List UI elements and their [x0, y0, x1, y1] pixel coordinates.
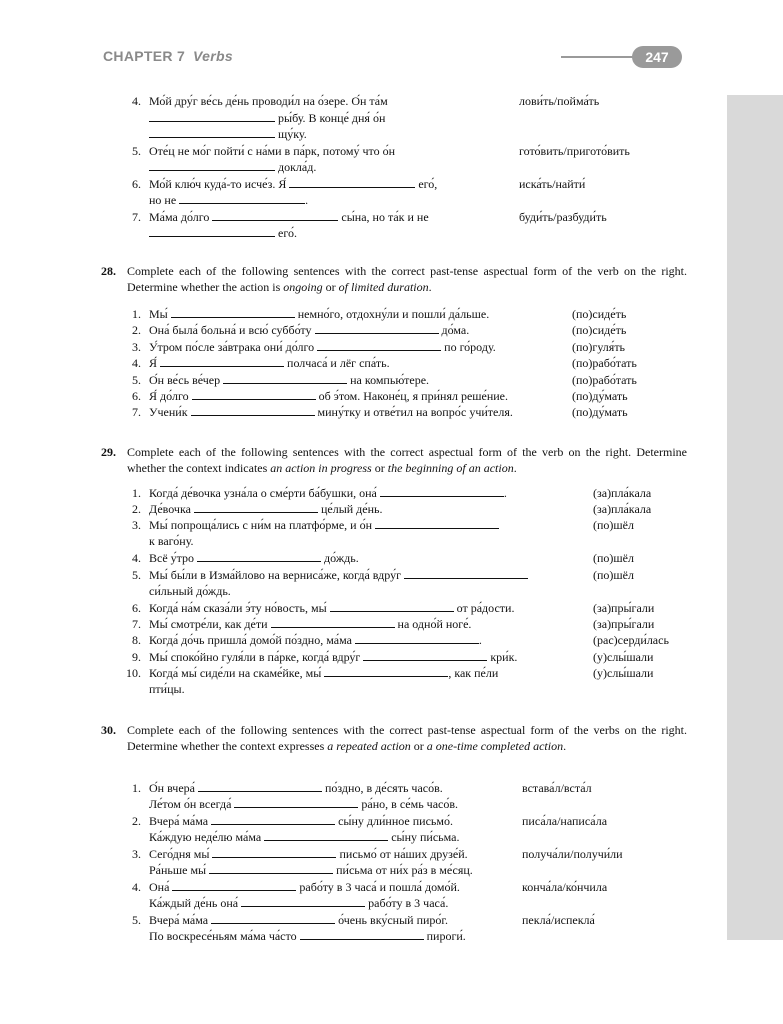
- verb-hint: (по)рабо́тать: [572, 373, 637, 387]
- verb-hint: (за)пры́гали: [593, 601, 655, 615]
- answer-blank[interactable]: [149, 159, 275, 171]
- answer-blank[interactable]: [191, 404, 315, 416]
- verb-hint: (за)пла́кала: [593, 486, 652, 500]
- item-text: Когда́ на́м сказа́ли э́ту но́вость, мы́: [149, 601, 327, 615]
- verb-hint: (у)слы́шали: [593, 650, 654, 664]
- item-sentence: [149, 846, 468, 862]
- list-item-line: [149, 895, 448, 911]
- answer-blank[interactable]: [211, 813, 335, 825]
- verb-hint: писа́ла/написа́ла: [522, 814, 608, 828]
- item-number: 3.: [132, 518, 141, 532]
- item-number: 1.: [132, 781, 141, 795]
- item-sentence: [149, 404, 513, 420]
- item-text: на компью́тере.: [350, 373, 430, 387]
- item-number: 2.: [132, 502, 141, 516]
- page-margin-tab: [727, 95, 783, 940]
- item-sentence: [149, 550, 359, 566]
- answer-blank[interactable]: [172, 879, 296, 891]
- item-sentence: [149, 813, 453, 829]
- item-sentence: [149, 485, 507, 501]
- answer-blank[interactable]: [149, 225, 275, 237]
- answer-blank[interactable]: [209, 862, 333, 874]
- item-number: 4.: [132, 356, 141, 370]
- item-text: Ка́ждый де́нь она́: [149, 896, 239, 910]
- verb-hint: (по)гуля́ть: [572, 340, 626, 354]
- item-text: О́н вчера́: [149, 781, 195, 795]
- item-sentence: [149, 879, 460, 895]
- answer-blank[interactable]: [223, 372, 347, 384]
- item-sentence: [149, 372, 429, 388]
- item-number: 5.: [132, 373, 141, 387]
- item-number: 5.: [132, 913, 141, 927]
- running-header: [103, 48, 233, 70]
- verb-hint: (по)рабо́тать: [572, 356, 637, 370]
- item-text: мину́тку и отве́тил на вопро́с учи́теля.: [317, 405, 513, 419]
- exercise-number: 28.: [101, 264, 116, 278]
- item-text: Учени́к: [149, 405, 188, 419]
- item-text: об э́том. Наконе́ц, я при́нял реше́ние.: [318, 389, 509, 403]
- item-text: пи́сьма от ни́х ра́з в ме́сяц.: [336, 863, 473, 877]
- item-number: 2.: [132, 814, 141, 828]
- item-text: до́ма.: [441, 323, 470, 337]
- answer-blank[interactable]: [179, 192, 305, 204]
- item-text: до́ждь.: [324, 551, 359, 565]
- list-item-line: [149, 583, 231, 599]
- answer-blank[interactable]: [149, 110, 275, 122]
- answer-blank[interactable]: [404, 567, 528, 579]
- verb-hint: (за)пры́гали: [593, 617, 655, 631]
- answer-blank[interactable]: [315, 322, 439, 334]
- item-sentence: [149, 632, 482, 648]
- answer-blank[interactable]: [149, 126, 275, 138]
- answer-blank[interactable]: [212, 209, 338, 221]
- item-number: 7.: [132, 617, 141, 631]
- item-text: Ле́том о́н всегда́: [149, 797, 232, 811]
- item-text: , как пе́ли: [448, 666, 499, 680]
- item-text: По воскресе́ньям ма́ма ча́сто: [149, 929, 297, 943]
- item-number: 9.: [132, 650, 141, 664]
- verb-hint: получа́ли/получи́ли: [522, 847, 623, 861]
- answer-blank[interactable]: [271, 616, 395, 628]
- page-number: 247: [632, 46, 682, 68]
- item-sentence: [149, 780, 443, 796]
- item-text: Она́: [149, 880, 170, 894]
- list-item-line: щу́ку.: [149, 126, 307, 142]
- item-number: 3.: [132, 847, 141, 861]
- item-sentence: [149, 600, 514, 616]
- answer-blank[interactable]: [194, 501, 318, 513]
- answer-blank[interactable]: [264, 829, 388, 841]
- answer-blank[interactable]: [192, 388, 316, 400]
- list-item-line: [149, 681, 185, 697]
- item-number: 2.: [132, 323, 141, 337]
- answer-blank[interactable]: [234, 796, 358, 808]
- item-text: на одно́й ноге́.: [397, 617, 472, 631]
- item-text: письмо́ от на́ших друзе́й.: [339, 847, 468, 861]
- exercise-number: 29.: [101, 445, 116, 459]
- item-number: 8.: [132, 633, 141, 647]
- item-sentence: [149, 517, 499, 533]
- list-item-line: [149, 928, 466, 944]
- item-text: О́н ве́сь ве́чер: [149, 373, 221, 387]
- item-sentence: [149, 912, 448, 928]
- item-text: от ра́дости.: [456, 601, 515, 615]
- item-sentence: [149, 355, 390, 371]
- item-sentence: [149, 616, 471, 632]
- item-text: Я́ до́лго: [149, 389, 189, 403]
- chapter-label: CHAPTER 7 Verbs: [103, 48, 233, 64]
- item-number: 5.: [132, 568, 141, 582]
- verb-hint: (по)сиде́ть: [572, 307, 627, 321]
- verb-hint: пекла́/испекла́: [522, 913, 595, 927]
- answer-blank[interactable]: [324, 665, 448, 677]
- item-number: 4.: [132, 880, 141, 894]
- item-text: Мы́ смотре́ли, как де́ти: [149, 617, 268, 631]
- answer-blank[interactable]: [211, 912, 335, 924]
- verb-hint: (за)пла́кала: [593, 502, 652, 516]
- list-item-line: ры́бу. В конце́ дня́ о́н: [149, 110, 385, 126]
- item-text: У́тром по́сле за́втрака они́ до́лго: [149, 340, 315, 354]
- item-sentence: [149, 501, 383, 517]
- verb-hint: (рас)серди́лась: [593, 633, 669, 647]
- item-text: Когда́ мы́ сиде́ли на скаме́йке, мы́: [149, 666, 322, 680]
- verb-hint: (у)слы́шали: [593, 666, 654, 680]
- answer-blank[interactable]: [198, 780, 322, 792]
- item-sentence: [149, 306, 489, 322]
- item-text: Я́: [149, 356, 158, 370]
- item-text: пироги́.: [426, 929, 466, 943]
- item-sentence: [149, 567, 528, 583]
- item-number: 1.: [132, 307, 141, 321]
- item-text: си́льный до́ждь.: [149, 584, 231, 598]
- item-text: Всё у́тро: [149, 551, 195, 565]
- item-text: пти́цы.: [149, 682, 185, 696]
- item-number: 6.: [132, 389, 141, 403]
- list-item-line: [149, 533, 194, 549]
- item-text: .: [478, 633, 482, 647]
- exercise-number: 30.: [101, 723, 116, 737]
- item-number: 7.: [132, 405, 141, 419]
- answer-blank[interactable]: [330, 600, 454, 612]
- item-text: Мы́ попроща́лись с ни́м на платфо́рме, и о́н: [149, 518, 372, 532]
- list-item-line: докла́д.: [149, 159, 316, 175]
- item-text: Мы́: [149, 307, 168, 321]
- answer-blank[interactable]: [241, 895, 365, 907]
- verb-hint: (по)ду́мать: [572, 389, 628, 403]
- item-number: 4.: [132, 551, 141, 565]
- item-text: Когда́ де́вочка узна́ла о сме́рти ба́бушки, она́: [149, 486, 377, 500]
- item-text: Вчера́ ма́ма: [149, 814, 209, 828]
- verb-hint: конча́ла/ко́нчила: [522, 880, 608, 894]
- item-number: 10.: [126, 666, 141, 680]
- item-sentence: [149, 665, 498, 681]
- item-text: сы́ну пи́сьма.: [391, 830, 460, 844]
- item-text: по го́роду.: [444, 340, 496, 354]
- verb-hint: встава́л/вста́л: [522, 781, 592, 795]
- item-text: Мы́ бы́ли в Изма́йлово на верниса́же, когда́ вдру́г: [149, 568, 402, 582]
- verb-hint: (по)шёл: [593, 551, 634, 565]
- answer-blank[interactable]: [355, 632, 479, 644]
- item-text: сы́ну дли́нное письмо́.: [338, 814, 453, 828]
- list-item-line: его́.: [149, 225, 297, 241]
- item-text: немно́го, отдохну́ли и пошли́ да́льше.: [297, 307, 490, 321]
- verb-hint: (по)шёл: [593, 568, 634, 582]
- list-item-line: [149, 862, 473, 878]
- answer-blank[interactable]: [317, 339, 441, 351]
- item-text: це́лый де́нь.: [320, 502, 383, 516]
- verb-hint: (по)ду́мать: [572, 405, 628, 419]
- answer-blank[interactable]: [363, 649, 487, 661]
- item-sentence: [149, 388, 508, 404]
- exercise-instructions: Complete each of the following sentences with the correct past-tense aspectual form of the verbs on the right. Determine whether the context expresses a repeated action or a one-time completed action.: [127, 723, 687, 753]
- item-text: о́чень вку́сный пиро́г.: [338, 913, 448, 927]
- list-item-line: но не .: [149, 193, 309, 207]
- item-text: кри́к.: [490, 650, 518, 664]
- item-text: Она́ была́ больна́ и всю́ суббо́ту: [149, 323, 312, 337]
- item-text: Де́вочка: [149, 502, 191, 516]
- header-rule: [561, 56, 641, 58]
- answer-blank[interactable]: [212, 846, 336, 858]
- item-number: 1.: [132, 486, 141, 500]
- list-item-line: [149, 796, 458, 812]
- item-text: Когда́ до́чь пришла́ домо́й по́здно, ма́ма: [149, 633, 352, 647]
- item-number: 6.: [132, 601, 141, 615]
- item-text: .: [503, 486, 507, 500]
- item-text: по́здно, в де́сять часо́в.: [324, 781, 443, 795]
- list-item-line: [149, 829, 459, 845]
- answer-blank[interactable]: [375, 517, 499, 529]
- item-text: Мы́ споко́йно гуля́ли в па́рке, когда́ вдру́г: [149, 650, 361, 664]
- answer-blank[interactable]: [380, 485, 504, 497]
- answer-blank[interactable]: [160, 355, 284, 367]
- exercise-instructions: Complete each of the following sentences with the correct past-tense aspectual form of the verb on the right. Determine whether the action is ongoing or of limited duration.: [127, 264, 687, 294]
- answer-blank[interactable]: [289, 176, 415, 188]
- verb-hint: (по)сиде́ть: [572, 323, 627, 337]
- answer-blank[interactable]: [171, 306, 295, 318]
- item-text: рабо́ту в 3 часа́ и пошла́ домо́й.: [299, 880, 460, 894]
- item-number: 3.: [132, 340, 141, 354]
- item-text: полчаса́ и лёг спа́ть.: [287, 356, 390, 370]
- item-text: рабо́ту в 3 часа́.: [368, 896, 449, 910]
- item-text: Сего́дня мы́: [149, 847, 210, 861]
- item-text: ра́но, в се́мь часо́в.: [361, 797, 459, 811]
- item-text: Вчера́ ма́ма: [149, 913, 209, 927]
- item-sentence: [149, 322, 469, 338]
- answer-blank[interactable]: [197, 550, 321, 562]
- verb-hint: (по)шёл: [593, 518, 634, 532]
- item-sentence: [149, 339, 496, 355]
- item-text: Ра́ньше мы́: [149, 863, 207, 877]
- item-text: Ка́ждую неде́лю ма́ма: [149, 830, 262, 844]
- exercise-instructions: Complete each of the following sentences with the correct aspectual form of the verb on the right. Determine whether the context indicates an action in progress or the beginning of an action.: [127, 445, 687, 475]
- item-sentence: [149, 649, 517, 665]
- item-text: к ваго́ну.: [149, 534, 194, 548]
- answer-blank[interactable]: [300, 928, 424, 940]
